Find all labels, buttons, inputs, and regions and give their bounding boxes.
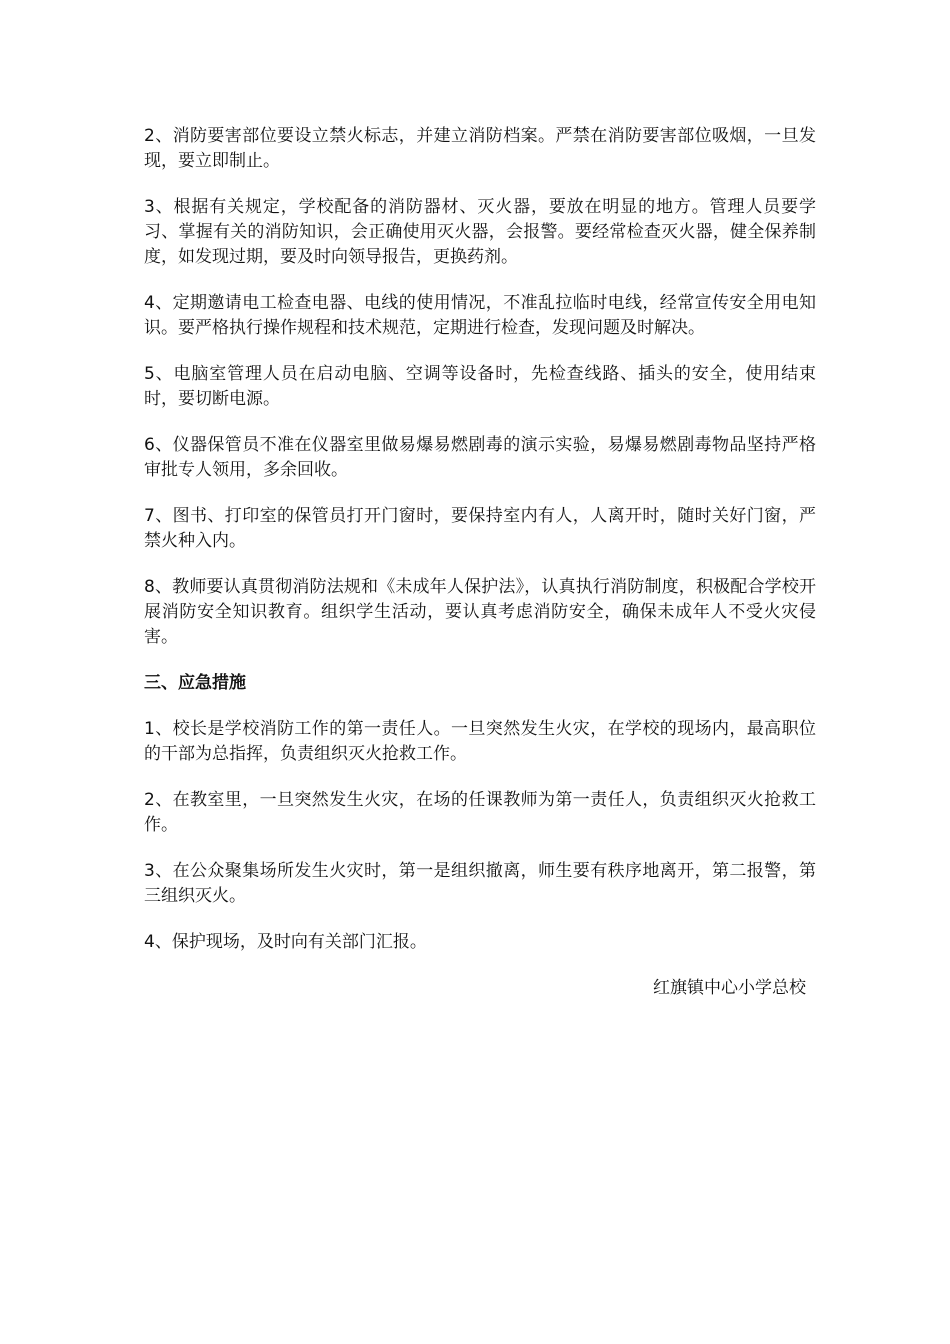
signature: 红旗镇中心小学总校 — [653, 978, 806, 998]
prevention-item-2: 2、消防要害部位要设立禁火标志，并建立消防档案。严禁在消防要害部位吸烟，一旦发现，要立即制止。 — [144, 126, 816, 171]
prevention-item-4: 4、定期邀请电工检查电器、电线的使用情况，不准乱拉临时电线，经常宣传安全用电知识。要严格执行操作规程和技术规范，定期进行检查，发现问题及时解决。 — [144, 293, 816, 338]
prevention-item-5: 5、电脑室管理人员在启动电脑、空调等设备时，先检查线路、插头的安全，使用结束时，要切断电源。 — [144, 364, 816, 409]
prevention-item-7: 7、图书、打印室的保管员打开门窗时，要保持室内有人，人离开时，随时关好门窗，严禁火种入内。 — [144, 506, 816, 551]
emergency-item-4: 4、保护现场，及时向有关部门汇报。 — [144, 932, 427, 952]
emergency-item-3: 3、在公众聚集场所发生火灾时，第一是组织撤离，师生要有秩序地离开，第二报警，第三组织灭火。 — [144, 861, 816, 906]
emergency-section-heading: 三、应急措施 — [144, 673, 246, 693]
prevention-item-8: 8、教师要认真贯彻消防法规和《未成年人保护法》，认真执行消防制度，积极配合学校开展消防安全知识教育。组织学生活动，要认真考虑消防安全，确保未成年人不受火灾侵害。 — [144, 577, 816, 647]
document-body — [144, 124, 816, 1001]
emergency-item-1: 1、校长是学校消防工作的第一责任人。一旦突然发生火灾，在学校的现场内，最高职位的干部为总指挥，负责组织灭火抢救工作。 — [144, 719, 816, 764]
emergency-item-2: 2、在教室里，一旦突然发生火灾，在场的任课教师为第一责任人，负责组织灭火抢救工作。 — [144, 790, 816, 835]
prevention-item-3: 3、根据有关规定，学校配备的消防器材、灭火器，要放在明显的地方。管理人员要学习、掌握有关的消防知识，会正确使用灭火器，会报警。要经常检查灭火器，健全保养制度，如发现过期，要及时向领导报告，更换药剂。 — [144, 197, 816, 267]
prevention-item-6: 6、仪器保管员不准在仪器室里做易爆易燃剧毒的演示实验，易爆易燃剧毒物品坚持严格审批专人领用，多余回收。 — [144, 435, 816, 480]
